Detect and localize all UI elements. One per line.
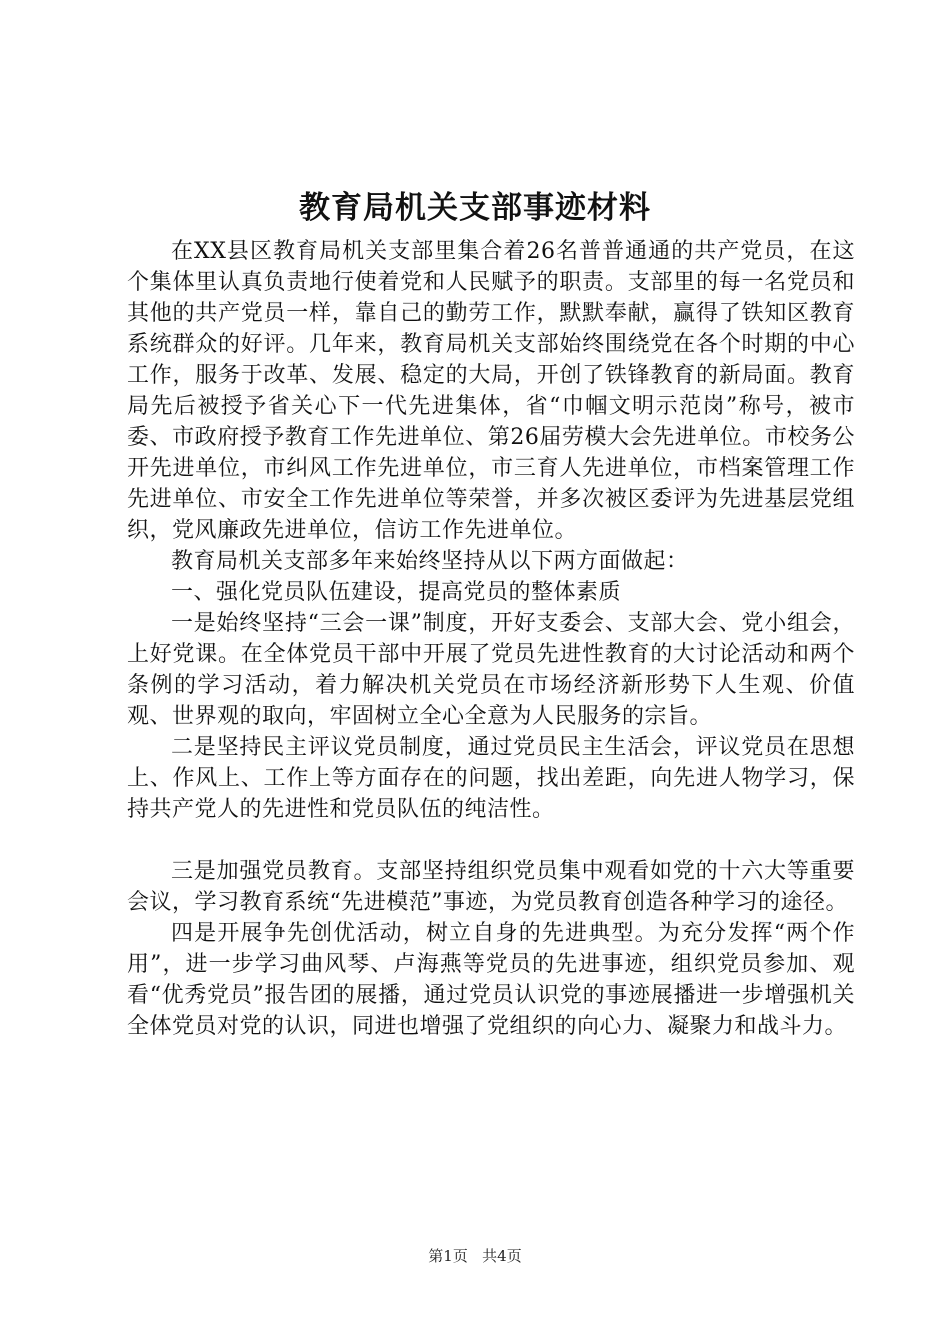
document-title: 教育局机关支部事迹材料 (299, 190, 651, 226)
page-number: 第1页 (428, 1247, 468, 1265)
section-heading: 一、强化党员队伍建设，提高党员的整体素质 (171, 580, 622, 605)
page-footer (0, 1246, 950, 1266)
document-body (127, 236, 855, 1042)
page-total: 共4页 (482, 1247, 522, 1265)
paragraph-point-1: 一是始终坚持“三会一课”制度，开好支委会、支部大会、党小组会，上好党课。在全体党员干部中开展了党员先进性教育的大讨论活动和两个条例的学习活动，着力解决机关党员在市场经济新形势下人生观、价值观、世界观的取向，牢固树立全心全意为人民服务的宗旨。 (127, 611, 855, 729)
paragraph-lead: 教育局机关支部多年来始终坚持从以下两方面做起： (171, 549, 689, 574)
paragraph-point-3: 三是加强党员教育。支部坚持组织党员集中观看如党的十六大等重要会议，学习教育系统“先进模范”事迹，为党员教育创造各种学习的途径。 (127, 859, 855, 915)
paragraph-intro: 在XX县区教育局机关支部里集合着26名普普通通的共产党员，在这个集体里认真负责地行使着党和人民赋予的职责。支部里的每一名党员和其他的共产党员一样，靠自己的勤劳工作，默默奉献，赢得了铁知区教育系统群众的好评。几年来，教育局机关支部始终围绕党在各个时期的中心工作，服务于改革、发展、稳定的大局，开创了铁锋教育的新局面。教育局先后被授予省关心下一代先进集体，省“巾帼文明示范岗”称号，被市委、市政府授予教育工作先进单位、第26届劳模大会先进单位。市校务公开先进单位，市纠风工作先进单位，市三育人先进单位，市档案管理工作先进单位、市安全工作先进单位等荣誉，并多次被区委评为先进基层党组织，党风廉政先进单位，信访工作先进单位。 (127, 239, 855, 543)
page-separator (473, 1247, 478, 1265)
paragraph-point-4: 四是开展争先创优活动，树立自身的先进典型。为充分发挥“两个作用”，进一步学习曲风琴、卢海燕等党员的先进事迹，组织党员参加、观看“优秀党员”报告团的展播，通过党员认识党的事迹展播进一步增强机关全体党员对党的认识，同进也增强了党组织的向心力、凝聚力和战斗力。 (127, 921, 855, 1039)
paragraph-point-2: 二是坚持民主评议党员制度，通过党员民主生活会，评议党员在思想上、作风上、工作上等方面存在的问题，找出差距，向先进人物学习，保持共产党人的先进性和党员队伍的纯洁性。 (127, 735, 855, 822)
